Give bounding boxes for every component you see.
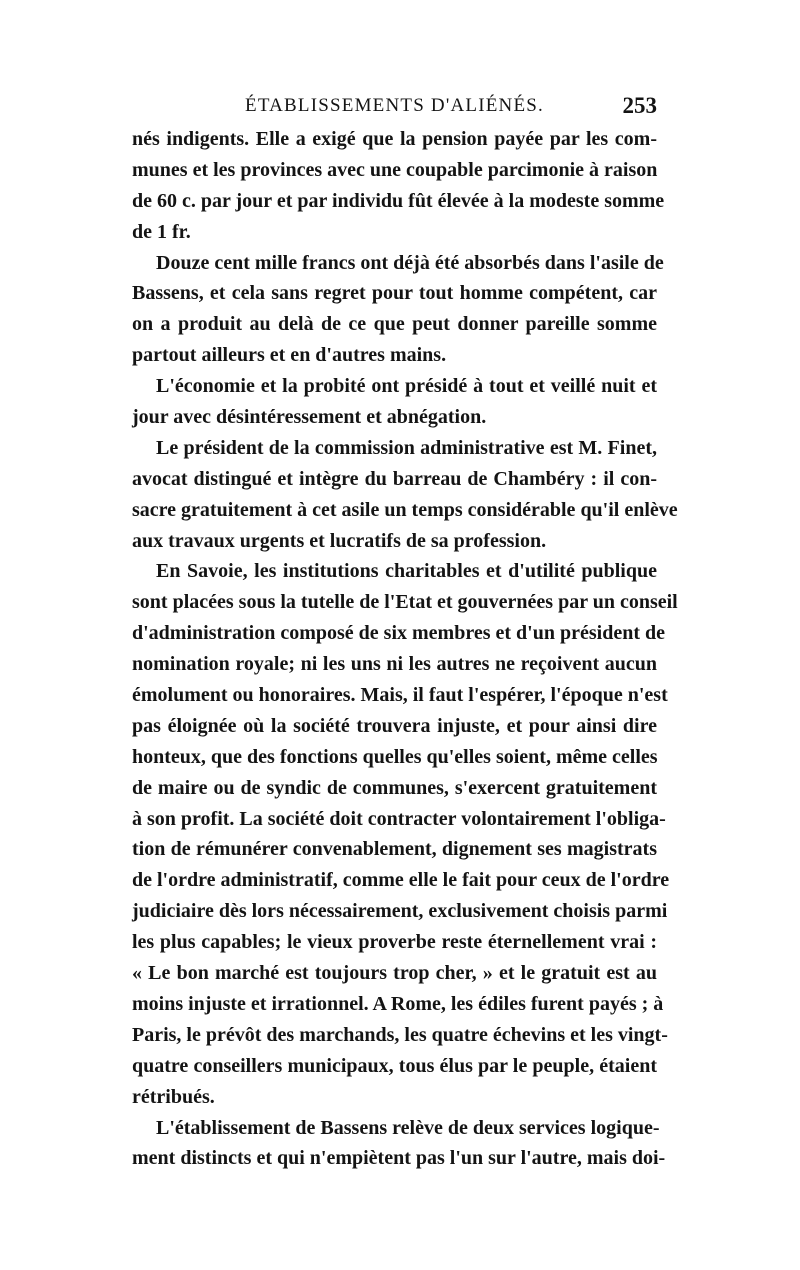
text-line: partout ailleurs et en d'autres mains. bbox=[132, 344, 447, 367]
text-line: Paris, le prévôt des marchands, les quatre échevins et les vingt- bbox=[132, 1023, 668, 1046]
page-number: 253 bbox=[622, 93, 657, 118]
text-line: à son profit. La société doit contracter volontairement l'obliga- bbox=[132, 807, 666, 830]
text-line: Bassens, et cela sans regret pour tout homme compétent, car bbox=[132, 282, 657, 305]
text-line: pas éloignée où la société trouvera injuste, et pour ainsi dire bbox=[132, 714, 657, 737]
text-line: jour avec désintéressement et abnégation. bbox=[132, 406, 487, 429]
text-line: les plus capables; le vieux proverbe reste éternellement vrai : bbox=[132, 931, 657, 954]
text-line: d'administration composé de six membres et d'un président de bbox=[132, 622, 665, 645]
text-line: nés indigents. Elle a exigé que la pension payée par les com- bbox=[132, 128, 657, 150]
text-line: aux travaux urgents et lucratifs de sa profession. bbox=[132, 529, 547, 552]
text-line: sont placées sous la tutelle de l'Etat et gouvernées par un conseil bbox=[132, 591, 678, 614]
paragraph-first-line: L'établissement de Bassens relève de deux services logique- bbox=[156, 1116, 660, 1139]
paragraph-first-line: L'économie et la probité ont présidé à tout et veillé nuit et bbox=[156, 375, 657, 398]
text-line: « Le bon marché est toujours trop cher, » et le gratuit est au bbox=[132, 962, 657, 985]
text-line: ment distincts et qui n'empiètent pas l'un sur l'autre, mais doi- bbox=[132, 1147, 666, 1170]
text-line: sacre gratuitement à cet asile un temps considérable qu'il enlève bbox=[132, 498, 678, 521]
running-head bbox=[132, 92, 657, 120]
text-line: tion de rémunérer convenablement, dignement ses magistrats bbox=[132, 838, 657, 861]
text-line: de maire ou de syndic de communes, s'exercent gratuitement bbox=[132, 776, 657, 799]
text-line: de l'ordre administratif, comme elle le fait pour ceux de l'ordre bbox=[132, 869, 670, 892]
paragraph-first-line: Douze cent mille francs ont déjà été absorbés dans l'asile de bbox=[156, 251, 664, 274]
running-title: ÉTABLISSEMENTS D'ALIÉNÉS. bbox=[245, 95, 544, 116]
text-line: nomination royale; ni les uns ni les autres ne reçoivent aucun bbox=[132, 653, 657, 676]
paragraph-first-line: En Savoie, les institutions charitables et d'utilité publique bbox=[156, 560, 657, 583]
text-line: honteux, que des fonctions quelles qu'elles soient, même celles bbox=[132, 745, 658, 768]
text-line: quatre conseillers municipaux, tous élus par le peuple, étaient bbox=[132, 1054, 657, 1077]
text-line: munes et les provinces avec une coupable parcimonie à raison bbox=[132, 158, 658, 181]
text-line: moins injuste et irrationnel. A Rome, les édiles furent payés ; à bbox=[132, 992, 664, 1015]
text-line: émolument ou honoraires. Mais, il faut l'espérer, l'époque n'est bbox=[132, 684, 668, 707]
text-line: on a produit au delà de ce que peut donner pareille somme bbox=[132, 313, 657, 336]
text-line: avocat distingué et intègre du barreau de Chambéry : il con- bbox=[132, 467, 657, 490]
body-text bbox=[132, 124, 678, 1174]
text-line: de 1 fr. bbox=[132, 220, 191, 243]
text-line: rétribués. bbox=[132, 1085, 215, 1108]
paragraph-first-line: Le président de la commission administrative est M. Finet, bbox=[156, 436, 657, 459]
text-line: de 60 c. par jour et par individu fût élevée à la modeste somme bbox=[132, 189, 665, 212]
text-line: judiciaire dès lors nécessairement, exclusivement choisis parmi bbox=[132, 900, 668, 923]
